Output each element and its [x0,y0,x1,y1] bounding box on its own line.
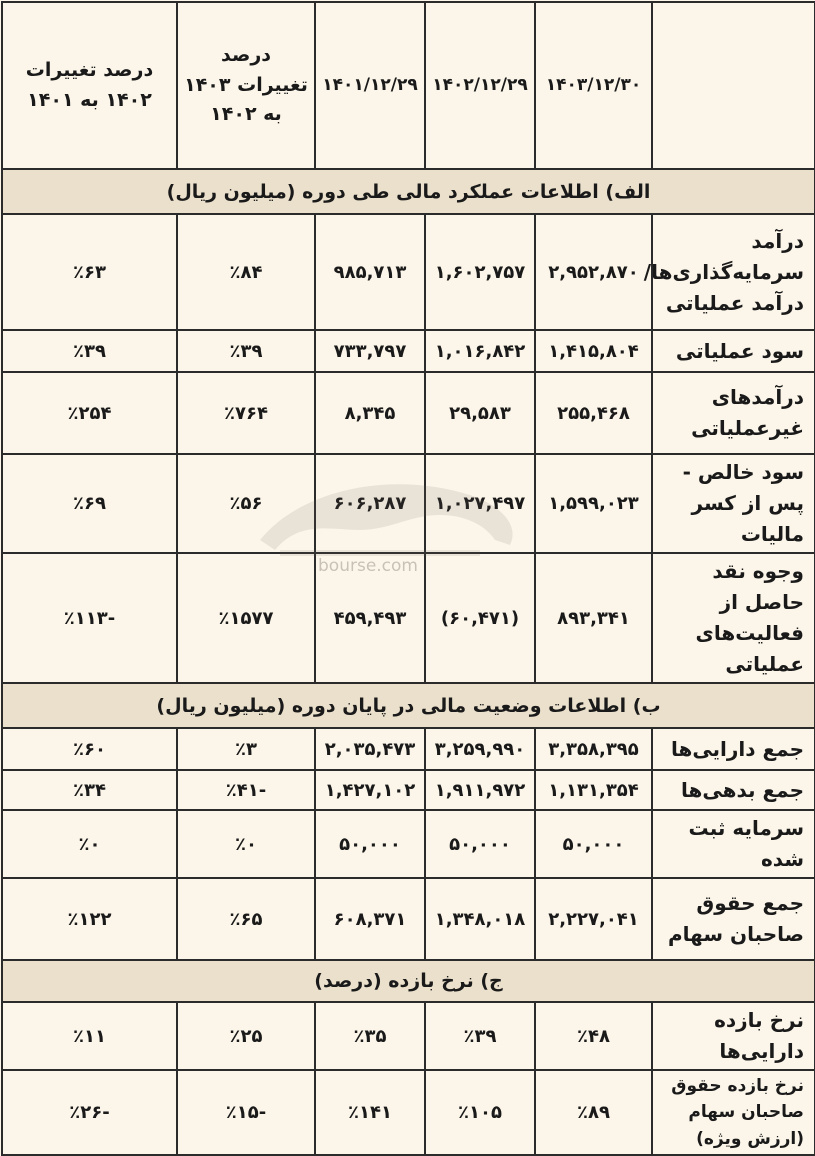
row-label: نرخ بازده حقوق صاحبان سهام (ارزش ویژه) [652,1070,815,1155]
value-1401: ۷۳۳,۷۹۷ [315,330,425,372]
value-1402: ۳,۲۵۹,۹۹۰ [425,728,535,770]
value-1403: ۲,۲۲۷,۰۴۱ [535,878,652,960]
value-1402: ٪۱۰۵ [425,1070,535,1155]
change-1403-1402: ٪۲۵ [177,1002,315,1070]
row-label: سود خالص - پس از کسر مالیات [652,454,815,553]
row-label: جمع حقوق صاحبان سهام [652,878,815,960]
change-1402-1401: ٪۱۱ [2,1002,177,1070]
row-label: درآمد سرمایه‌گذاری‌ها/ درآمد عملیاتی [652,214,815,330]
value-1402: ۱,۰۱۶,۸۴۲ [425,330,535,372]
section-c-title: ج) نرخ بازده (درصد) [2,960,815,1002]
value-1401: ۵۰,۰۰۰ [315,810,425,878]
value-1403: ۱,۴۱۵,۸۰۴ [535,330,652,372]
value-1401: ۱,۴۲۷,۱۰۲ [315,770,425,810]
table-row [2,770,815,810]
row-label: جمع دارایی‌ها [652,728,815,770]
value-1401: ٪۱۴۱ [315,1070,425,1155]
value-1401: ۴۵۹,۴۹۳ [315,553,425,683]
value-1403: ۸۹۳,۳۴۱ [535,553,652,683]
table-row [2,454,815,553]
section-b-title: ب) اطلاعات وضعیت مالی در پایان دوره (میلیون ریال) [2,683,815,728]
change-1403-1402: ٪۴۱- [177,770,315,810]
change-1403-1402: ٪۰ [177,810,315,878]
value-1403: ۵۰,۰۰۰ [535,810,652,878]
header-blank-cell [652,2,815,169]
table-row [2,728,815,770]
section-a-title: الف) اطلاعات عملکرد مالی طی دوره (میلیون ریال) [2,169,815,214]
value-1402: ۲۹,۵۸۳ [425,372,535,454]
row-label: نرخ بازده دارایی‌ها [652,1002,815,1070]
value-1402: ۱,۰۲۷,۴۹۷ [425,454,535,553]
change-1402-1401: ٪۲۶- [2,1070,177,1155]
value-1401: ۶۰۸,۳۷۱ [315,878,425,960]
row-label: سرمایه ثبت شده [652,810,815,878]
financial-summary-table [1,1,815,1156]
change-1402-1401: ٪۶۳ [2,214,177,330]
value-1401: ۶۰۶,۲۸۷ [315,454,425,553]
value-1403: ٪۸۹ [535,1070,652,1155]
row-label: وجوه نقد حاصل از فعالیت‌های عملیاتی [652,553,815,683]
change-1403-1402: ٪۶۵ [177,878,315,960]
value-1402: ۱,۳۴۸,۰۱۸ [425,878,535,960]
change-1403-1402: ٪۸۴ [177,214,315,330]
row-label: جمع بدهی‌ها [652,770,815,810]
change-1402-1401: ٪۶۰ [2,728,177,770]
value-1403: ۲۵۵,۴۶۸ [535,372,652,454]
section-b-row [2,683,815,728]
value-1403: ۱,۵۹۹,۰۲۳ [535,454,652,553]
table-row [2,1002,815,1070]
watermark-site-text: bourse.com [318,556,418,576]
value-1403: ۱,۱۳۱,۳۵۴ [535,770,652,810]
value-1401: ۲,۰۳۵,۴۷۳ [315,728,425,770]
table-row [2,372,815,454]
change-1403-1402: ٪۷۶۴ [177,372,315,454]
date-header-1401: ۱۴۰۱/۱۲/۲۹ [315,2,425,169]
value-1402: (۶۰,۴۷۱) [425,553,535,683]
value-1402: ٪۳۹ [425,1002,535,1070]
table-row [2,1070,815,1155]
change-1403-1402: ٪۳۹ [177,330,315,372]
change-header-1403-1402: درصد تغییرات ۱۴۰۳ به ۱۴۰۲ [177,2,315,169]
row-label: درآمدهای غیرعملیاتی [652,372,815,454]
table-row [2,553,815,683]
value-1402: ۱,۶۰۲,۷۵۷ [425,214,535,330]
section-c-row [2,960,815,1002]
change-1403-1402: ٪۵۶ [177,454,315,553]
value-1401: ۸,۳۴۵ [315,372,425,454]
change-1403-1402: ٪۱۵۷۷ [177,553,315,683]
change-1402-1401: ٪۶۹ [2,454,177,553]
change-1402-1401: ٪۳۴ [2,770,177,810]
row-label: سود عملیاتی [652,330,815,372]
value-1401: ۹۸۵,۷۱۳ [315,214,425,330]
date-header-1403: ۱۴۰۳/۱۲/۳۰ [535,2,652,169]
section-a-row [2,169,815,214]
value-1401: ٪۳۵ [315,1002,425,1070]
change-1402-1401: ٪۳۹ [2,330,177,372]
change-1402-1401: ٪۱۲۲ [2,878,177,960]
change-header-1402-1401: درصد تغییرات ۱۴۰۲ به ۱۴۰۱ [2,2,177,169]
date-header-1402: ۱۴۰۲/۱۲/۲۹ [425,2,535,169]
value-1402: ۱,۹۱۱,۹۷۲ [425,770,535,810]
value-1403: ٪۴۸ [535,1002,652,1070]
table-row [2,330,815,372]
table-row [2,878,815,960]
change-1402-1401: ٪۲۵۴ [2,372,177,454]
value-1403: ۳,۳۵۸,۳۹۵ [535,728,652,770]
change-1402-1401: ٪۱۱۳- [2,553,177,683]
change-1403-1402: ٪۱۵- [177,1070,315,1155]
change-1403-1402: ٪۳ [177,728,315,770]
table-row [2,810,815,878]
header-row [2,2,815,169]
value-1402: ۵۰,۰۰۰ [425,810,535,878]
table-row [2,214,815,330]
value-1403: ۲,۹۵۲,۸۷۰ [535,214,652,330]
change-1402-1401: ٪۰ [2,810,177,878]
